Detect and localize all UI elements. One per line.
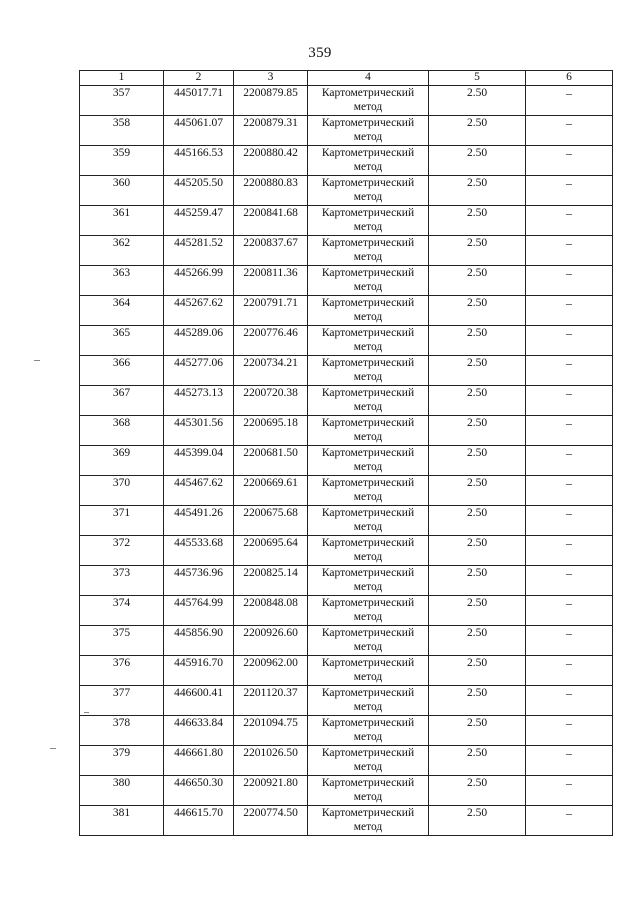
y-coordinate-cell: 2200791.71 [234,296,308,326]
method-line-2: метод [353,341,383,353]
table-row [80,626,613,656]
note-cell: – [526,716,613,746]
y-coordinate-cell: 2200811.36 [234,266,308,296]
y-coordinate-cell: 2200841.68 [234,206,308,236]
method-line-1: Картометрический [321,777,415,789]
method-line-2: метод [353,791,383,803]
method-cell [308,296,429,326]
method-cell [308,356,429,386]
method-line-2: метод [353,431,383,443]
table-row [80,386,613,416]
column-header-4: 4 [308,71,429,86]
point-number-cell: 366 [80,356,164,386]
method-cell [308,716,429,746]
note-cell: – [526,506,613,536]
accuracy-cell: 2.50 [429,266,526,296]
table-row [80,746,613,776]
table-row [80,326,613,356]
y-coordinate-cell: 2200675.68 [234,506,308,536]
accuracy-cell: 2.50 [429,626,526,656]
table-row [80,446,613,476]
method-cell [308,596,429,626]
method-cell [308,236,429,266]
method-line-1: Картометрический [321,627,415,639]
method-cell [308,626,429,656]
method-line-1: Картометрический [321,237,415,249]
accuracy-cell: 2.50 [429,326,526,356]
accuracy-cell: 2.50 [429,686,526,716]
point-number-cell: 358 [80,116,164,146]
x-coordinate-cell: 445289.06 [164,326,234,356]
method-line-1: Картометрический [321,657,415,669]
accuracy-cell: 2.50 [429,806,526,836]
method-cell [308,326,429,356]
method-line-2: метод [353,761,383,773]
table-header [80,71,613,86]
accuracy-cell: 2.50 [429,146,526,176]
x-coordinate-cell: 445399.04 [164,446,234,476]
coordinates-table [79,70,613,836]
point-number-cell: 372 [80,536,164,566]
y-coordinate-cell: 2200879.85 [234,86,308,116]
x-coordinate-cell: 445856.90 [164,626,234,656]
note-cell: – [526,626,613,656]
y-coordinate-cell: 2200734.21 [234,356,308,386]
accuracy-cell: 2.50 [429,746,526,776]
method-line-1: Картометрический [321,117,415,129]
note-cell: – [526,206,613,236]
accuracy-cell: 2.50 [429,356,526,386]
table-row [80,236,613,266]
y-coordinate-cell: 2200880.83 [234,176,308,206]
method-cell [308,116,429,146]
x-coordinate-cell: 445301.56 [164,416,234,446]
method-cell [308,446,429,476]
y-coordinate-cell: 2200848.08 [234,596,308,626]
method-line-2: метод [353,821,383,833]
method-line-2: метод [353,491,383,503]
table-body [80,86,613,836]
method-line-1: Картометрический [321,357,415,369]
note-cell: – [526,116,613,146]
column-header-3: 3 [234,71,308,86]
table-row [80,656,613,686]
method-line-1: Картометрический [321,207,415,219]
method-line-2: метод [353,731,383,743]
method-line-1: Картометрический [321,177,415,189]
y-coordinate-cell: 2200669.61 [234,476,308,506]
y-coordinate-cell: 2200825.14 [234,566,308,596]
method-line-1: Картометрический [321,717,415,729]
method-line-1: Картометрический [321,477,415,489]
column-header-5: 5 [429,71,526,86]
method-cell [308,776,429,806]
accuracy-cell: 2.50 [429,386,526,416]
method-line-2: метод [353,521,383,533]
note-cell: – [526,566,613,596]
point-number-cell: 373 [80,566,164,596]
point-number-cell: 371 [80,506,164,536]
note-cell: – [526,416,613,446]
table-row [80,86,613,116]
table-row [80,566,613,596]
y-coordinate-cell: 2200879.31 [234,116,308,146]
x-coordinate-cell: 445736.96 [164,566,234,596]
method-line-1: Картометрический [321,387,415,399]
x-coordinate-cell: 446600.41 [164,686,234,716]
accuracy-cell: 2.50 [429,776,526,806]
note-cell: – [526,446,613,476]
method-line-2: метод [353,671,383,683]
table-row [80,356,613,386]
y-coordinate-cell: 2201120.37 [234,686,308,716]
point-number-cell: 375 [80,626,164,656]
y-coordinate-cell: 2200695.18 [234,416,308,446]
note-cell: – [526,86,613,116]
method-line-1: Картометрический [321,87,415,99]
method-line-1: Картометрический [321,267,415,279]
point-number-cell: 364 [80,296,164,326]
y-coordinate-cell: 2200776.46 [234,326,308,356]
scan-artifact [84,712,89,713]
method-cell [308,566,429,596]
method-line-1: Картометрический [321,507,415,519]
method-line-2: метод [353,281,383,293]
method-line-2: метод [353,641,383,653]
table-row [80,776,613,806]
y-coordinate-cell: 2200681.50 [234,446,308,476]
y-coordinate-cell: 2200774.50 [234,806,308,836]
note-cell: – [526,266,613,296]
table-row [80,176,613,206]
y-coordinate-cell: 2200880.42 [234,146,308,176]
note-cell: – [526,746,613,776]
accuracy-cell: 2.50 [429,416,526,446]
table-row [80,146,613,176]
note-cell: – [526,356,613,386]
point-number-cell: 379 [80,746,164,776]
x-coordinate-cell: 445467.62 [164,476,234,506]
note-cell: – [526,596,613,626]
method-cell [308,146,429,176]
x-coordinate-cell: 445491.26 [164,506,234,536]
method-cell [308,86,429,116]
point-number-cell: 381 [80,806,164,836]
method-line-2: метод [353,581,383,593]
method-cell [308,416,429,446]
column-header-1: 1 [80,71,164,86]
table-row [80,536,613,566]
point-number-cell: 376 [80,656,164,686]
accuracy-cell: 2.50 [429,236,526,266]
method-line-1: Картометрический [321,537,415,549]
x-coordinate-cell: 445259.47 [164,206,234,236]
point-number-cell: 357 [80,86,164,116]
note-cell: – [526,296,613,326]
point-number-cell: 367 [80,386,164,416]
method-cell [308,806,429,836]
method-cell [308,686,429,716]
method-line-1: Картометрический [321,297,415,309]
note-cell: – [526,806,613,836]
point-number-cell: 370 [80,476,164,506]
accuracy-cell: 2.50 [429,506,526,536]
method-line-2: метод [353,551,383,563]
table-row [80,686,613,716]
table-row [80,596,613,626]
note-cell: – [526,326,613,356]
x-coordinate-cell: 445166.53 [164,146,234,176]
scan-artifact [50,748,56,749]
method-line-1: Картометрический [321,747,415,759]
point-number-cell: 359 [80,146,164,176]
method-line-1: Картометрический [321,687,415,699]
method-line-2: метод [353,461,383,473]
x-coordinate-cell: 445916.70 [164,656,234,686]
method-line-2: метод [353,401,383,413]
point-number-cell: 362 [80,236,164,266]
column-header-6: 6 [526,71,613,86]
method-cell [308,536,429,566]
accuracy-cell: 2.50 [429,716,526,746]
x-coordinate-cell: 446633.84 [164,716,234,746]
x-coordinate-cell: 445017.71 [164,86,234,116]
point-number-cell: 369 [80,446,164,476]
note-cell: – [526,686,613,716]
table-row [80,296,613,326]
method-cell [308,656,429,686]
accuracy-cell: 2.50 [429,296,526,326]
accuracy-cell: 2.50 [429,116,526,146]
accuracy-cell: 2.50 [429,446,526,476]
table-row [80,806,613,836]
method-line-2: метод [353,251,383,263]
point-number-cell: 361 [80,206,164,236]
x-coordinate-cell: 445533.68 [164,536,234,566]
point-number-cell: 380 [80,776,164,806]
method-line-1: Картометрический [321,807,415,819]
y-coordinate-cell: 2201026.50 [234,746,308,776]
table-row [80,716,613,746]
accuracy-cell: 2.50 [429,566,526,596]
method-line-2: метод [353,311,383,323]
method-line-2: метод [353,131,383,143]
method-line-2: метод [353,221,383,233]
x-coordinate-cell: 445281.52 [164,236,234,266]
accuracy-cell: 2.50 [429,656,526,686]
method-line-2: метод [353,611,383,623]
x-coordinate-cell: 446650.30 [164,776,234,806]
x-coordinate-cell: 445205.50 [164,176,234,206]
x-coordinate-cell: 446615.70 [164,806,234,836]
table-row [80,116,613,146]
x-coordinate-cell: 445267.62 [164,296,234,326]
note-cell: – [526,236,613,266]
method-cell [308,386,429,416]
method-cell [308,266,429,296]
method-line-1: Картометрический [321,147,415,159]
table-row [80,476,613,506]
method-cell [308,476,429,506]
accuracy-cell: 2.50 [429,206,526,236]
method-cell [308,506,429,536]
accuracy-cell: 2.50 [429,86,526,116]
method-cell [308,746,429,776]
x-coordinate-cell: 446661.80 [164,746,234,776]
note-cell: – [526,386,613,416]
header-row [80,71,613,86]
note-cell: – [526,656,613,686]
column-header-2: 2 [164,71,234,86]
method-line-1: Картометрический [321,327,415,339]
method-line-1: Картометрический [321,417,415,429]
scan-artifact [34,360,40,361]
x-coordinate-cell: 445273.13 [164,386,234,416]
note-cell: – [526,536,613,566]
table-row [80,506,613,536]
x-coordinate-cell: 445277.06 [164,356,234,386]
point-number-cell: 377 [80,686,164,716]
y-coordinate-cell: 2200695.64 [234,536,308,566]
note-cell: – [526,476,613,506]
table-row [80,416,613,446]
accuracy-cell: 2.50 [429,476,526,506]
method-line-2: метод [353,191,383,203]
y-coordinate-cell: 2200921.80 [234,776,308,806]
point-number-cell: 378 [80,716,164,746]
note-cell: – [526,776,613,806]
y-coordinate-cell: 2200926.60 [234,626,308,656]
page-number: 359 [308,45,332,61]
y-coordinate-cell: 2200962.00 [234,656,308,686]
method-line-2: метод [353,371,383,383]
point-number-cell: 360 [80,176,164,206]
point-number-cell: 368 [80,416,164,446]
x-coordinate-cell: 445764.99 [164,596,234,626]
method-line-2: метод [353,161,383,173]
method-line-1: Картометрический [321,567,415,579]
note-cell: – [526,146,613,176]
method-cell [308,206,429,236]
table-row [80,266,613,296]
x-coordinate-cell: 445061.07 [164,116,234,146]
method-line-2: метод [353,101,383,113]
point-number-cell: 363 [80,266,164,296]
y-coordinate-cell: 2201094.75 [234,716,308,746]
point-number-cell: 365 [80,326,164,356]
table-row [80,206,613,236]
point-number-cell: 374 [80,596,164,626]
y-coordinate-cell: 2200720.38 [234,386,308,416]
method-line-1: Картометрический [321,597,415,609]
accuracy-cell: 2.50 [429,596,526,626]
accuracy-cell: 2.50 [429,536,526,566]
y-coordinate-cell: 2200837.67 [234,236,308,266]
x-coordinate-cell: 445266.99 [164,266,234,296]
method-line-1: Картометрический [321,447,415,459]
method-line-2: метод [353,701,383,713]
accuracy-cell: 2.50 [429,176,526,206]
method-cell [308,176,429,206]
note-cell: – [526,176,613,206]
